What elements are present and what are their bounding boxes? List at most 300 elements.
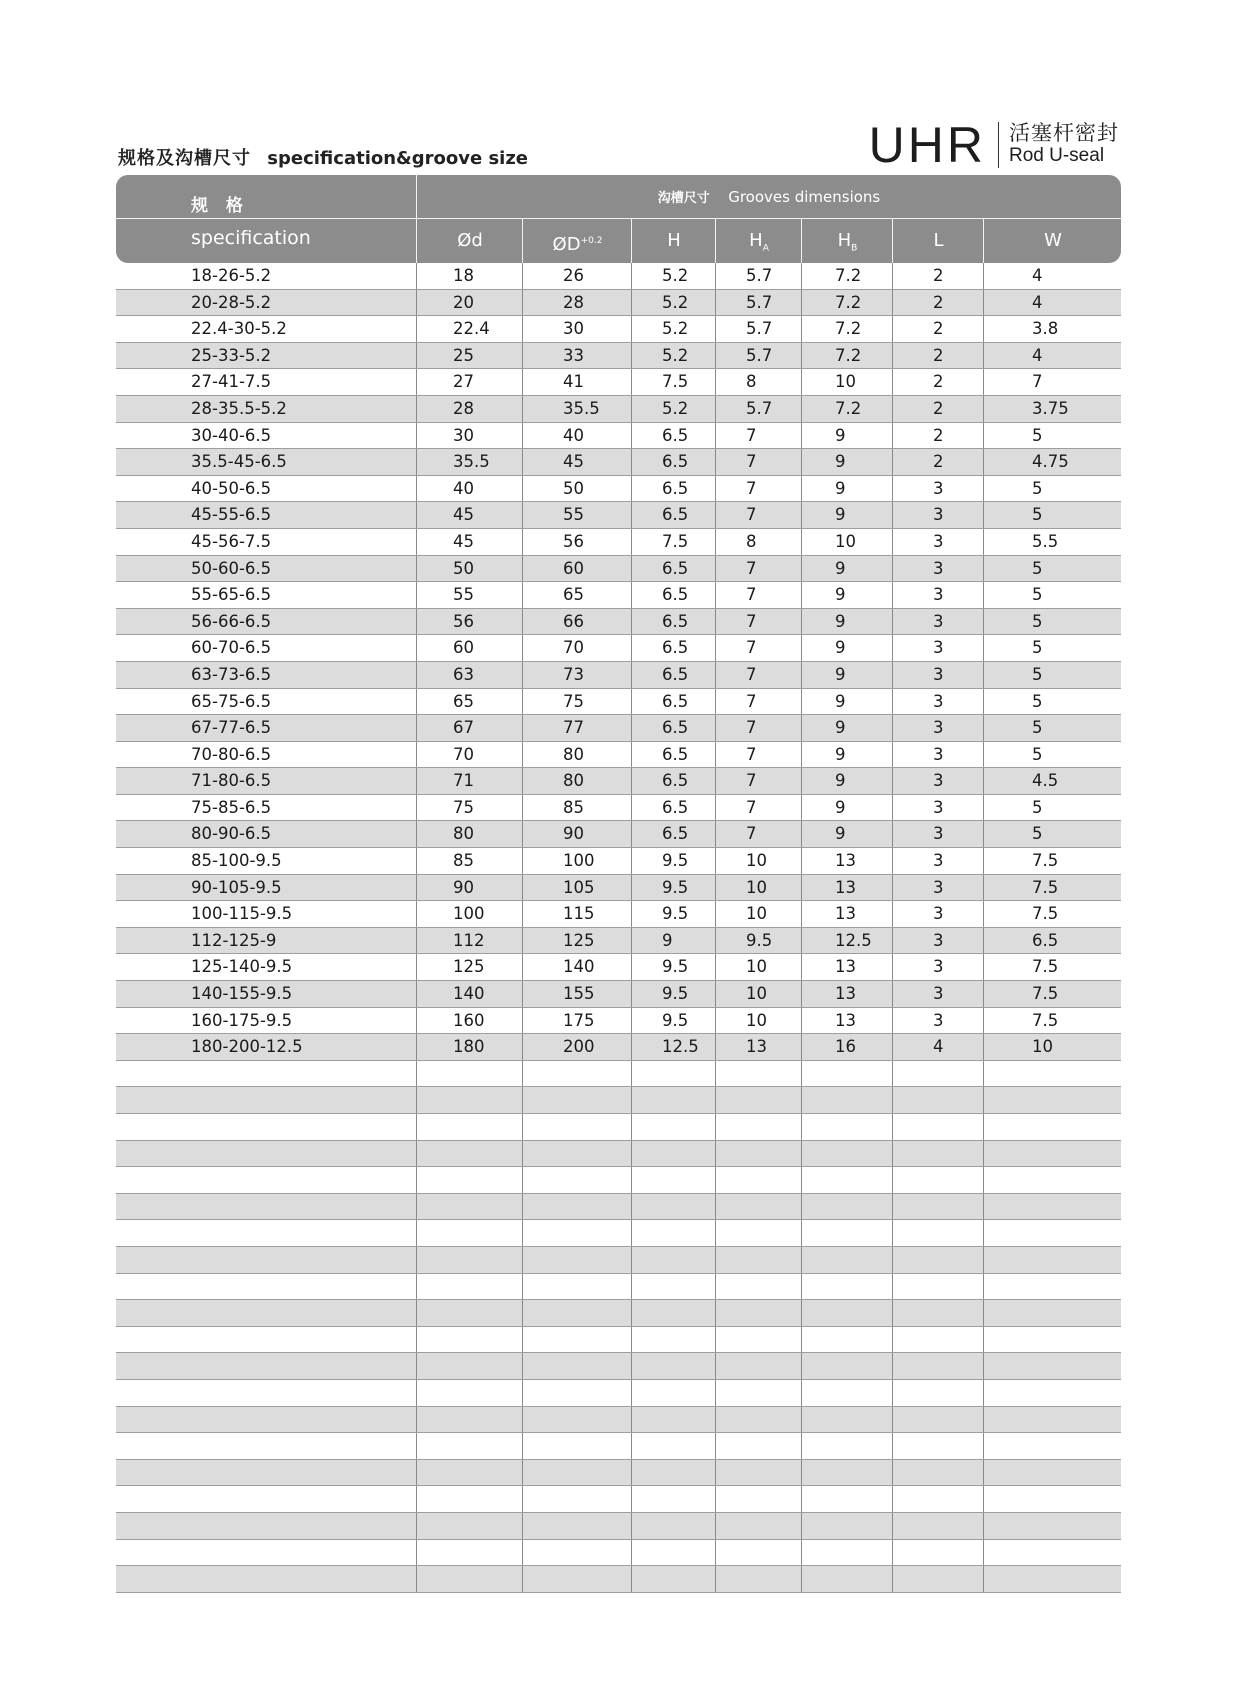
cell-h: 5.2 [631,396,715,422]
cell-hb: 9 [801,662,892,688]
cell-D [522,1141,631,1167]
cell-spec [116,1220,416,1246]
cell-w [983,1220,1121,1246]
cell-l: 2 [892,449,983,475]
cell-hb: 7.2 [801,263,892,289]
cell-l: 3 [892,529,983,555]
cell-ha: 5.7 [715,290,801,316]
cell-hb: 7.2 [801,290,892,316]
cell-spec: 75-85-6.5 [191,797,272,817]
cell-hb: 9 [801,609,892,635]
cell-h: 5.2 [631,343,715,369]
cell-d [416,1300,522,1326]
cell-h: 9.5 [631,981,715,1007]
cell-hb: 9 [801,476,892,502]
cell-hb [801,1353,892,1379]
cell-d [416,1114,522,1140]
cell-d: 90 [416,875,522,901]
table-row-empty [116,1327,1121,1354]
cell-h: 6.5 [631,502,715,528]
cell-hb: 9 [801,689,892,715]
cell-ha [715,1407,801,1433]
cell-spec: 40-50-6.5 [191,478,272,498]
cell-l [892,1194,983,1220]
cell-ha: 7 [715,768,801,794]
cell-spec [116,1407,416,1433]
cell-d: 20 [416,290,522,316]
cell-h [631,1300,715,1326]
cell-spec: 45-55-6.5 [191,505,272,525]
cell-ha [715,1566,801,1592]
cell-d [416,1460,522,1486]
cell-D [522,1167,631,1193]
cell-w: 5 [983,689,1121,715]
cell-h: 9.5 [631,1008,715,1034]
table-row-empty [116,1353,1121,1380]
cell-d [416,1380,522,1406]
cell-h: 6.5 [631,423,715,449]
cell-hb [801,1407,892,1433]
table-row-empty [116,1460,1121,1487]
cell-hb: 9 [801,449,892,475]
cell-w: 5 [983,635,1121,661]
cell-spec: 125-140-9.5 [191,957,293,977]
cell-w: 5 [983,556,1121,582]
cell-l [892,1300,983,1326]
cell-w [983,1327,1121,1353]
table-row [116,316,1121,343]
cell-spec: 100-115-9.5 [191,904,293,924]
column-header-D [522,219,632,263]
cell-D: 200 [522,1034,631,1060]
cell-h [631,1087,715,1113]
cell-ha [715,1327,801,1353]
cell-h [631,1540,715,1566]
cell-l [892,1380,983,1406]
cell-spec [116,1460,416,1486]
cell-spec [116,1167,416,1193]
column-header-label: ØD [552,234,581,255]
cell-ha [715,1061,801,1087]
cell-w [983,1407,1121,1433]
cell-w: 5.5 [983,529,1121,555]
cell-ha: 7 [715,742,801,768]
cell-d: 60 [416,635,522,661]
cell-spec: 140-155-9.5 [191,984,293,1004]
cell-h: 9.5 [631,954,715,980]
cell-hb: 13 [801,954,892,980]
cell-w: 4.75 [983,449,1121,475]
cell-ha: 8 [715,369,801,395]
cell-d: 85 [416,848,522,874]
cell-d [416,1220,522,1246]
column-header-label: H [667,230,681,251]
cell-d: 125 [416,954,522,980]
cell-D: 90 [522,821,631,847]
column-header-label: L [933,230,944,251]
cell-l: 3 [892,1008,983,1034]
cell-d: 140 [416,981,522,1007]
cell-ha [715,1274,801,1300]
spec-header-cell [116,175,417,263]
cell-w [983,1460,1121,1486]
section-title-cn: 规格及沟槽尺寸 [118,148,251,169]
cell-l: 3 [892,954,983,980]
cell-l: 3 [892,901,983,927]
cell-spec: 60-70-6.5 [191,638,272,658]
cell-D [522,1460,631,1486]
cell-hb [801,1486,892,1512]
cell-D: 28 [522,290,631,316]
cell-d: 27 [416,369,522,395]
cell-D: 66 [522,609,631,635]
cell-spec: 35.5-45-6.5 [191,452,287,472]
cell-w: 5 [983,502,1121,528]
cell-l [892,1566,983,1592]
cell-d [416,1486,522,1512]
cell-hb [801,1087,892,1113]
cell-h [631,1327,715,1353]
cell-l [892,1061,983,1087]
cell-D [522,1407,631,1433]
cell-D [522,1220,631,1246]
cell-d [416,1540,522,1566]
cell-w: 7.5 [983,901,1121,927]
cell-ha [715,1540,801,1566]
cell-l: 2 [892,290,983,316]
cell-h: 5.2 [631,290,715,316]
cell-l: 3 [892,742,983,768]
cell-l: 3 [892,795,983,821]
column-header-label: H [837,230,852,251]
cell-w [983,1087,1121,1113]
cell-h: 6.5 [631,609,715,635]
cell-w: 5 [983,609,1121,635]
table-row [116,848,1121,875]
cell-l: 3 [892,821,983,847]
cell-D: 70 [522,635,631,661]
cell-D [522,1513,631,1539]
cell-D [522,1566,631,1592]
cell-spec: 45-56-7.5 [191,531,272,551]
cell-h: 6.5 [631,635,715,661]
table-header [116,175,1121,263]
cell-l: 3 [892,875,983,901]
table-row-empty [116,1380,1121,1407]
cell-spec [116,1433,416,1459]
cell-hb: 13 [801,901,892,927]
table-row [116,449,1121,476]
cell-spec: 112-125-9 [191,930,277,950]
table-row-empty [116,1300,1121,1327]
cell-spec: 65-75-6.5 [191,691,272,711]
cell-l [892,1220,983,1246]
cell-l: 2 [892,343,983,369]
cell-hb: 7.2 [801,343,892,369]
cell-h: 12.5 [631,1034,715,1060]
cell-ha [715,1486,801,1512]
cell-w [983,1167,1121,1193]
cell-ha [715,1220,801,1246]
table-row [116,290,1121,317]
cell-l [892,1513,983,1539]
cell-hb [801,1540,892,1566]
cell-w: 7.5 [983,875,1121,901]
cell-hb [801,1300,892,1326]
cell-spec: 22.4-30-5.2 [191,319,287,339]
cell-l: 3 [892,981,983,1007]
cell-l [892,1540,983,1566]
cell-w [983,1141,1121,1167]
cell-l: 2 [892,369,983,395]
cell-h [631,1380,715,1406]
product-name [1009,123,1119,167]
cell-w [983,1566,1121,1592]
cell-l [892,1087,983,1113]
cell-h [631,1114,715,1140]
cell-w: 7.5 [983,848,1121,874]
cell-d [416,1141,522,1167]
cell-hb: 9 [801,821,892,847]
table-row [116,689,1121,716]
cell-ha: 5.7 [715,396,801,422]
cell-D: 30 [522,316,631,342]
cell-h: 6.5 [631,689,715,715]
cell-w [983,1114,1121,1140]
cell-hb: 9 [801,582,892,608]
column-header-ha [715,219,802,263]
column-header-suffix: +0.2 [580,236,603,246]
cell-h: 6.5 [631,795,715,821]
cell-w [983,1194,1121,1220]
table-row [116,821,1121,848]
cell-w [983,1540,1121,1566]
table-row [116,954,1121,981]
cell-w [983,1513,1121,1539]
cell-h: 5.2 [631,263,715,289]
cell-hb: 13 [801,848,892,874]
spec-header-cn: 规 格 [191,196,249,216]
cell-h [631,1141,715,1167]
cell-h: 6.5 [631,662,715,688]
cell-ha: 10 [715,848,801,874]
cell-w: 5 [983,582,1121,608]
cell-h: 9.5 [631,848,715,874]
cell-hb: 16 [801,1034,892,1060]
cell-hb: 9 [801,556,892,582]
cell-spec: 80-90-6.5 [191,824,272,844]
cell-ha: 5.7 [715,343,801,369]
cell-D: 26 [522,263,631,289]
cell-ha [715,1433,801,1459]
cell-d: 71 [416,768,522,794]
cell-D: 155 [522,981,631,1007]
cell-hb [801,1566,892,1592]
cell-hb [801,1114,892,1140]
cell-h: 9.5 [631,875,715,901]
cell-D: 105 [522,875,631,901]
table-row [116,795,1121,822]
table-row-empty [116,1141,1121,1168]
cell-d [416,1194,522,1220]
cell-d: 55 [416,582,522,608]
cell-ha [715,1353,801,1379]
cell-h [631,1460,715,1486]
cell-h: 9.5 [631,901,715,927]
cell-D: 50 [522,476,631,502]
cell-D: 65 [522,582,631,608]
cell-w: 5 [983,821,1121,847]
cell-D: 55 [522,502,631,528]
cell-D: 80 [522,742,631,768]
cell-hb: 9 [801,715,892,741]
cell-l [892,1141,983,1167]
table-row [116,901,1121,928]
cell-ha [715,1141,801,1167]
cell-l: 3 [892,635,983,661]
cell-spec: 50-60-6.5 [191,558,272,578]
cell-w: 7 [983,369,1121,395]
table-row [116,981,1121,1008]
cell-D: 125 [522,928,631,954]
table-row [116,423,1121,450]
cell-w: 5 [983,423,1121,449]
cell-w: 5 [983,795,1121,821]
cell-h: 6.5 [631,768,715,794]
cell-h: 6.5 [631,582,715,608]
table-row [116,582,1121,609]
cell-spec: 20-28-5.2 [191,292,272,312]
cell-D: 35.5 [522,396,631,422]
groove-header-en: Grooves dimensions [728,188,881,206]
table-row [116,1034,1121,1061]
cell-d [416,1407,522,1433]
table-row-empty [116,1540,1121,1567]
cell-D [522,1327,631,1353]
cell-spec: 56-66-6.5 [191,611,272,631]
cell-ha: 5.7 [715,316,801,342]
cell-d: 67 [416,715,522,741]
cell-hb [801,1327,892,1353]
cell-d: 28 [416,396,522,422]
cell-D: 33 [522,343,631,369]
cell-l: 3 [892,556,983,582]
cell-ha: 7 [715,609,801,635]
cell-h [631,1407,715,1433]
cell-w [983,1300,1121,1326]
cell-h: 6.5 [631,742,715,768]
cell-hb [801,1061,892,1087]
cell-w: 10 [983,1034,1121,1060]
cell-spec: 27-41-7.5 [191,372,272,392]
cell-ha [715,1194,801,1220]
cell-h [631,1566,715,1592]
table-row-empty [116,1194,1121,1221]
cell-hb: 7.2 [801,396,892,422]
cell-D [522,1380,631,1406]
cell-spec [116,1087,416,1113]
table-row [116,1008,1121,1035]
table-row-empty [116,1167,1121,1194]
table-row-empty [116,1087,1121,1114]
cell-d [416,1433,522,1459]
cell-ha: 13 [715,1034,801,1060]
cell-l [892,1433,983,1459]
cell-ha: 10 [715,954,801,980]
cell-h: 5.2 [631,316,715,342]
cell-d: 45 [416,502,522,528]
cell-ha: 7 [715,502,801,528]
cell-ha: 7 [715,821,801,847]
cell-D [522,1087,631,1113]
cell-l: 3 [892,768,983,794]
cell-w [983,1433,1121,1459]
table-row-empty [116,1513,1121,1540]
cell-ha [715,1380,801,1406]
cell-h [631,1433,715,1459]
cell-d: 40 [416,476,522,502]
cell-spec [116,1327,416,1353]
cell-w [983,1274,1121,1300]
cell-d: 63 [416,662,522,688]
cell-w [983,1486,1121,1512]
cell-D: 77 [522,715,631,741]
product-code: UHR [868,117,986,173]
cell-l: 4 [892,1034,983,1060]
cell-h [631,1167,715,1193]
cell-l: 2 [892,263,983,289]
cell-ha: 7 [715,582,801,608]
cell-l: 3 [892,609,983,635]
cell-w: 4 [983,290,1121,316]
table-row [116,476,1121,503]
table-row [116,263,1121,290]
cell-h [631,1061,715,1087]
cell-l: 3 [892,928,983,954]
cell-w: 4 [983,263,1121,289]
table-row [116,529,1121,556]
cell-l [892,1327,983,1353]
cell-d [416,1274,522,1300]
cell-spec: 28-35.5-5.2 [191,398,287,418]
cell-hb [801,1247,892,1273]
cell-D: 115 [522,901,631,927]
cell-hb [801,1380,892,1406]
section-title [118,144,528,170]
cell-d [416,1327,522,1353]
cell-h: 9 [631,928,715,954]
cell-hb [801,1460,892,1486]
cell-D [522,1486,631,1512]
cell-hb: 13 [801,1008,892,1034]
cell-w: 3.8 [983,316,1121,342]
cell-ha: 7 [715,449,801,475]
cell-hb: 10 [801,529,892,555]
cell-d: 160 [416,1008,522,1034]
cell-w: 6.5 [983,928,1121,954]
cell-spec [116,1513,416,1539]
cell-spec: 90-105-9.5 [191,877,282,897]
cell-l [892,1486,983,1512]
cell-D: 40 [522,423,631,449]
cell-d: 50 [416,556,522,582]
cell-d [416,1061,522,1087]
cell-w: 5 [983,715,1121,741]
column-header-suffix: B [851,243,858,254]
cell-D [522,1194,631,1220]
cell-h: 6.5 [631,556,715,582]
cell-hb: 10 [801,369,892,395]
